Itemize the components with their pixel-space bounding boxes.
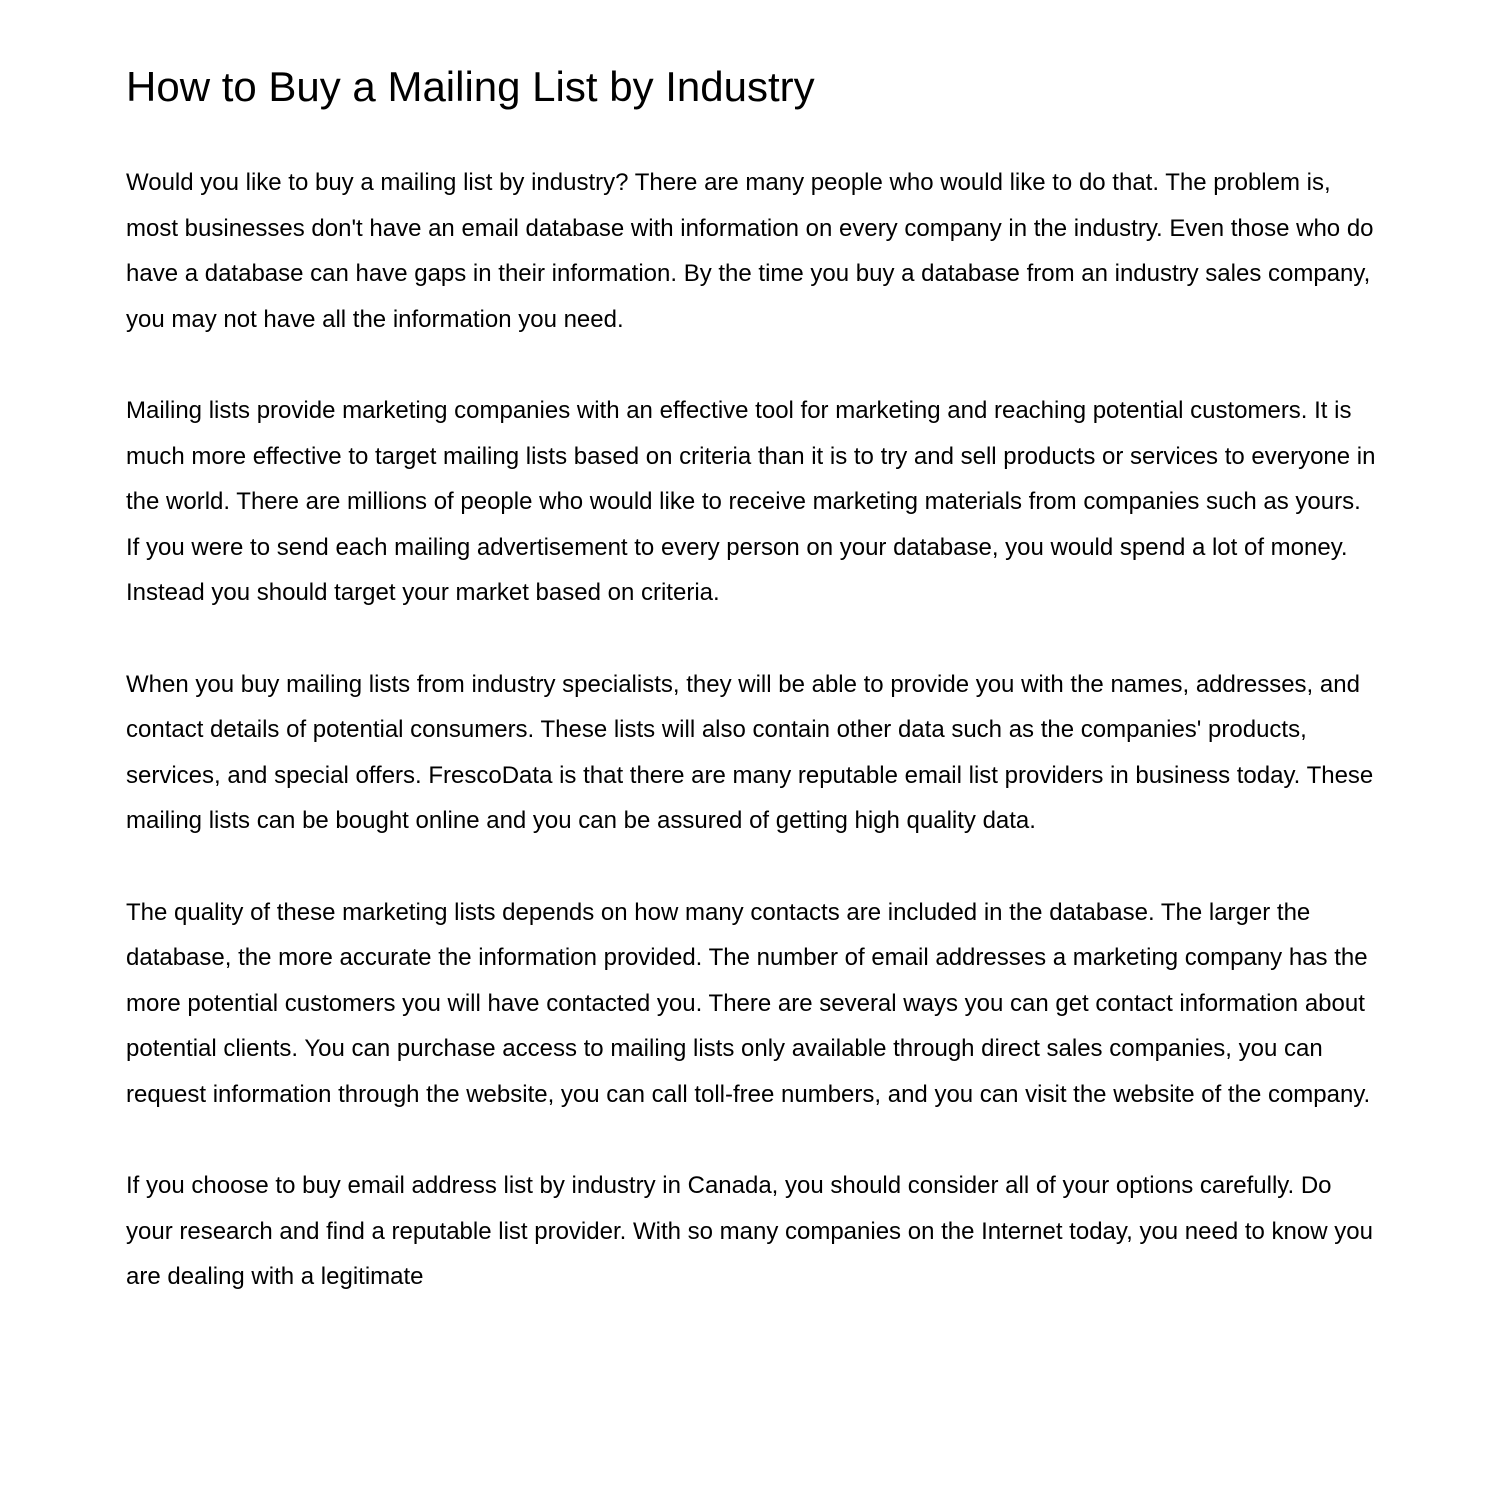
- document-body: [126, 160, 1376, 1300]
- paragraph: If you choose to buy email address list by industry in Canada, you should consider all of your options carefully. Do your research and find a reputable list provider. With so many companies on the Internet today, you need to know you are dealing with a legitimate: [126, 1172, 1373, 1291]
- document-title: How to Buy a Mailing List by Industry: [126, 63, 815, 110]
- paragraph: The quality of these marketing lists depends on how many contacts are included in the database. The larger the database, the more accurate the information provided. The number of email addresses a marketing company has the more potential customers you will have contacted you. There are several ways you can get contact information about potential clients. You can purchase access to mailing lists only available through direct sales companies, you can request information through the website, you can call toll-free numbers, and you can visit the website of the company.: [126, 898, 1371, 1108]
- paragraph: Would you like to buy a mailing list by industry? There are many people who would like to do that. The problem is, most businesses don't have an email database with information on every company in the industry. Even those who do have a database can have gaps in their information. By the time you buy a database from an industry sales company, you may not have all the information you need.: [126, 169, 1374, 333]
- paragraph: Mailing lists provide marketing companies with an effective tool for marketing and reaching potential customers. It is much more effective to target mailing lists based on criteria than it is to try and sell products or services to everyone in the world. There are millions of people who would like to receive marketing materials from companies such as yours. If you were to send each mailing advertisement to every person on your database, you would spend a lot of money. Instead you should target your market based on criteria.: [126, 397, 1376, 607]
- paragraph: When you buy mailing lists from industry specialists, they will be able to provide you with the names, addresses, and contact details of potential consumers. These lists will also contain other data such as the companies' products, services, and special offers. FrescoData is that there are many reputable email list providers in business today. These mailing lists can be bought online and you can be assured of getting high quality data.: [126, 670, 1374, 835]
